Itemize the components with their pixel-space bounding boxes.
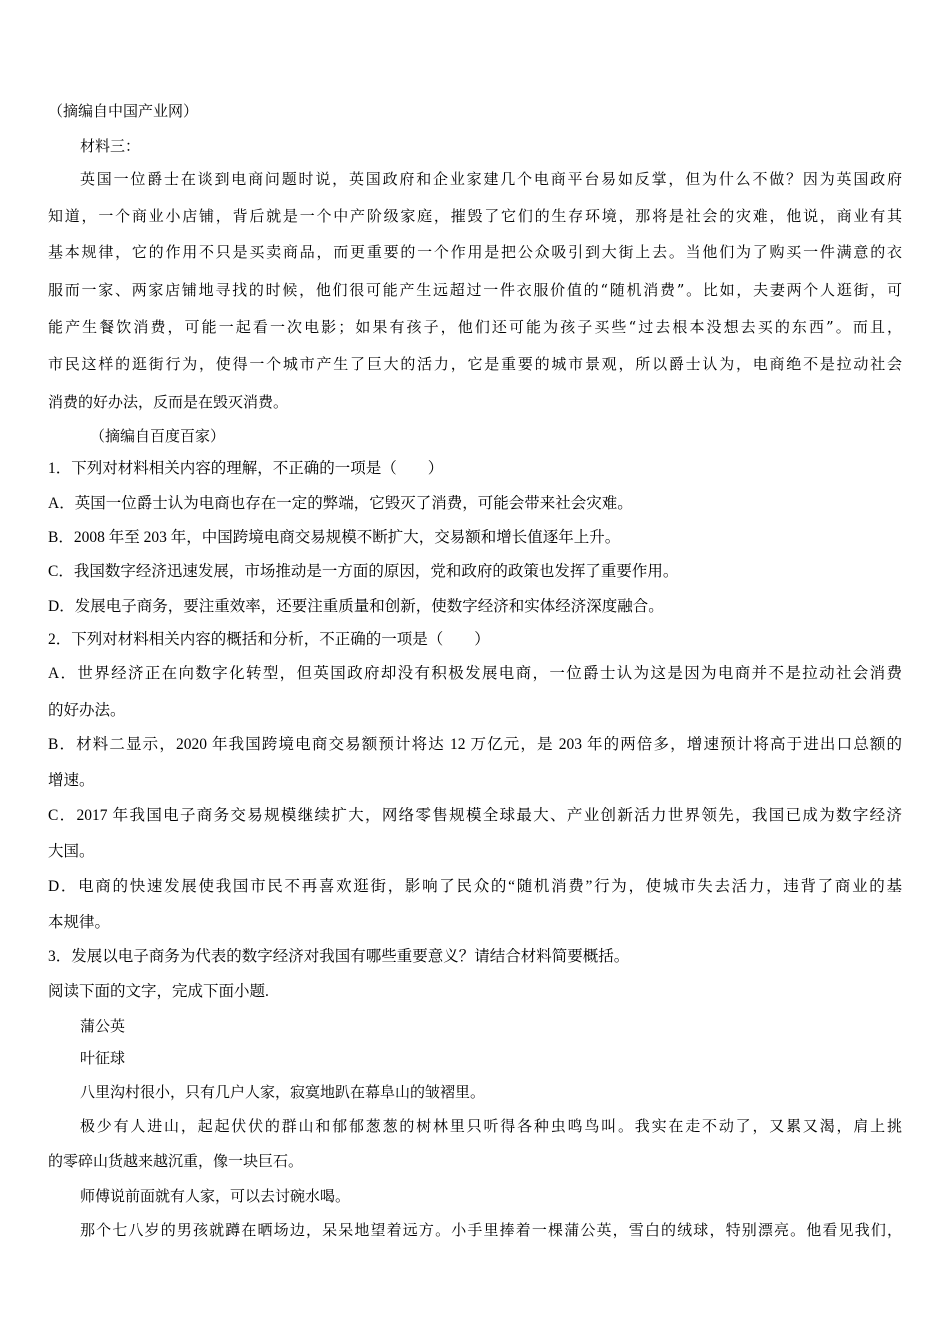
question-2-option-a: A．世界经济正在向数字化转型，但英国政府却没有积极发展电商，一位爵士认为这是因为电商并不是拉动社会消费 <box>48 665 902 682</box>
story-author: 叶征球 <box>80 1049 126 1067</box>
material3-line: 基本规律，它的作用不只是买卖商品，而更重要的一个作用是把公众吸引到大街上去。当他们为了购买一件满意的衣 <box>48 243 902 261</box>
question-2-option-b-cont: 增速。 <box>48 772 95 789</box>
material3-title: 材料三： <box>80 137 141 155</box>
question-2-option-b: B．材料二显示，2020 年我国跨境电商交易额预计将达 12 万亿元，是 203 年的两倍多，增速预计将高于进出口总额的 <box>48 736 902 753</box>
question-1-option-b: B．2008 年至 203 年，中国跨境电商交易规模不断扩大，交易额和增长值逐年上升。 <box>48 529 621 546</box>
material3-line: 消费的好办法，反而是在毁灭消费。 <box>48 393 289 411</box>
question-2-option-d-cont: 本规律。 <box>48 914 111 931</box>
material3-line: 知道，一个商业小店铺，背后就是一个中产阶级家庭，摧毁了它们的生存环境，那将是社会的灾难，他说，商业有其 <box>48 207 902 225</box>
question-1-option-d: D．发展电子商务，要注重效率，还要注重质量和创新，使数字经济和实体经济深度融合。 <box>48 598 664 615</box>
material3-line: 英国一位爵士在谈到电商问题时说，英国政府和企业家建几个电商平台易如反掌，但为什么不做？因为英国政府 <box>80 170 902 188</box>
reading-instruction: 阅读下面的文字，完成下面小题. <box>48 983 269 1000</box>
question-2-option-c: C．2017 年我国电子商务交易规模继续扩大，网络零售规模全球最大、产业创新活力世界领先，我国已成为数字经济 <box>48 807 902 824</box>
question-1-option-c: C．我国数字经济迅速发展，市场推动是一方面的原因，党和政府的政策也发挥了重要作用。 <box>48 563 679 580</box>
story-paragraph: 师傅说前面就有人家，可以去讨碗水喝。 <box>80 1187 351 1205</box>
source-note-material3: （摘编自百度百家） <box>90 427 226 445</box>
question-1-stem: 1．下列对材料相关内容的理解，不正确的一项是（ ） <box>48 460 444 477</box>
story-paragraph: 极少有人进山，起起伏伏的群山和郁郁葱葱的树林里只听得各种虫鸣鸟叫。我实在走不动了，又累又渴，肩上挑 <box>80 1117 902 1135</box>
story-title: 蒲公英 <box>80 1017 126 1035</box>
question-2-option-a-cont: 的好办法。 <box>48 702 126 719</box>
source-note-top: （摘编自中国产业网） <box>48 102 199 120</box>
question-2-stem: 2．下列对材料相关内容的概括和分析，不正确的一项是（ ） <box>48 631 490 648</box>
material3-line: 能产生餐饮消费，可能一起看一次电影；如果有孩子，他们还可能为孩子买些“过去根本没想去买的东西”。而且， <box>48 318 902 336</box>
material3-line: 服而一家、两家店铺地寻找的时候，他们很可能产生远超过一件衣服价值的“随机消费”。比如，夫妻两个人逛街，可 <box>48 281 902 299</box>
story-paragraph: 八里沟村很小，只有几户人家，寂寞地趴在幕阜山的皱褶里。 <box>80 1083 486 1101</box>
material3-line: 市民这样的逛街行为，使得一个城市产生了巨大的活力，它是重要的城市景观，所以爵士认为，电商绝不是拉动社会 <box>48 355 902 373</box>
question-1-option-a: A．英国一位爵士认为电商也存在一定的弊端，它毁灭了消费，可能会带来社会灾难。 <box>48 495 633 512</box>
question-2-option-c-cont: 大国。 <box>48 843 95 860</box>
question-3: 3．发展以电子商务为代表的数字经济对我国有哪些重要意义？请结合材料简要概括。 <box>48 948 630 965</box>
story-paragraph-cont: 的零碎山货越来越沉重，像一块巨石。 <box>48 1152 304 1170</box>
question-2-option-d: D．电商的快速发展使我国市民不再喜欢逛街，影响了民众的“随机消费”行为，使城市失去活力，违背了商业的基 <box>48 878 902 895</box>
story-paragraph: 那个七八岁的男孩就蹲在晒场边，呆呆地望着远方。小手里捧着一棵蒲公英，雪白的绒球，特别漂亮。他看见我们， <box>80 1221 902 1239</box>
